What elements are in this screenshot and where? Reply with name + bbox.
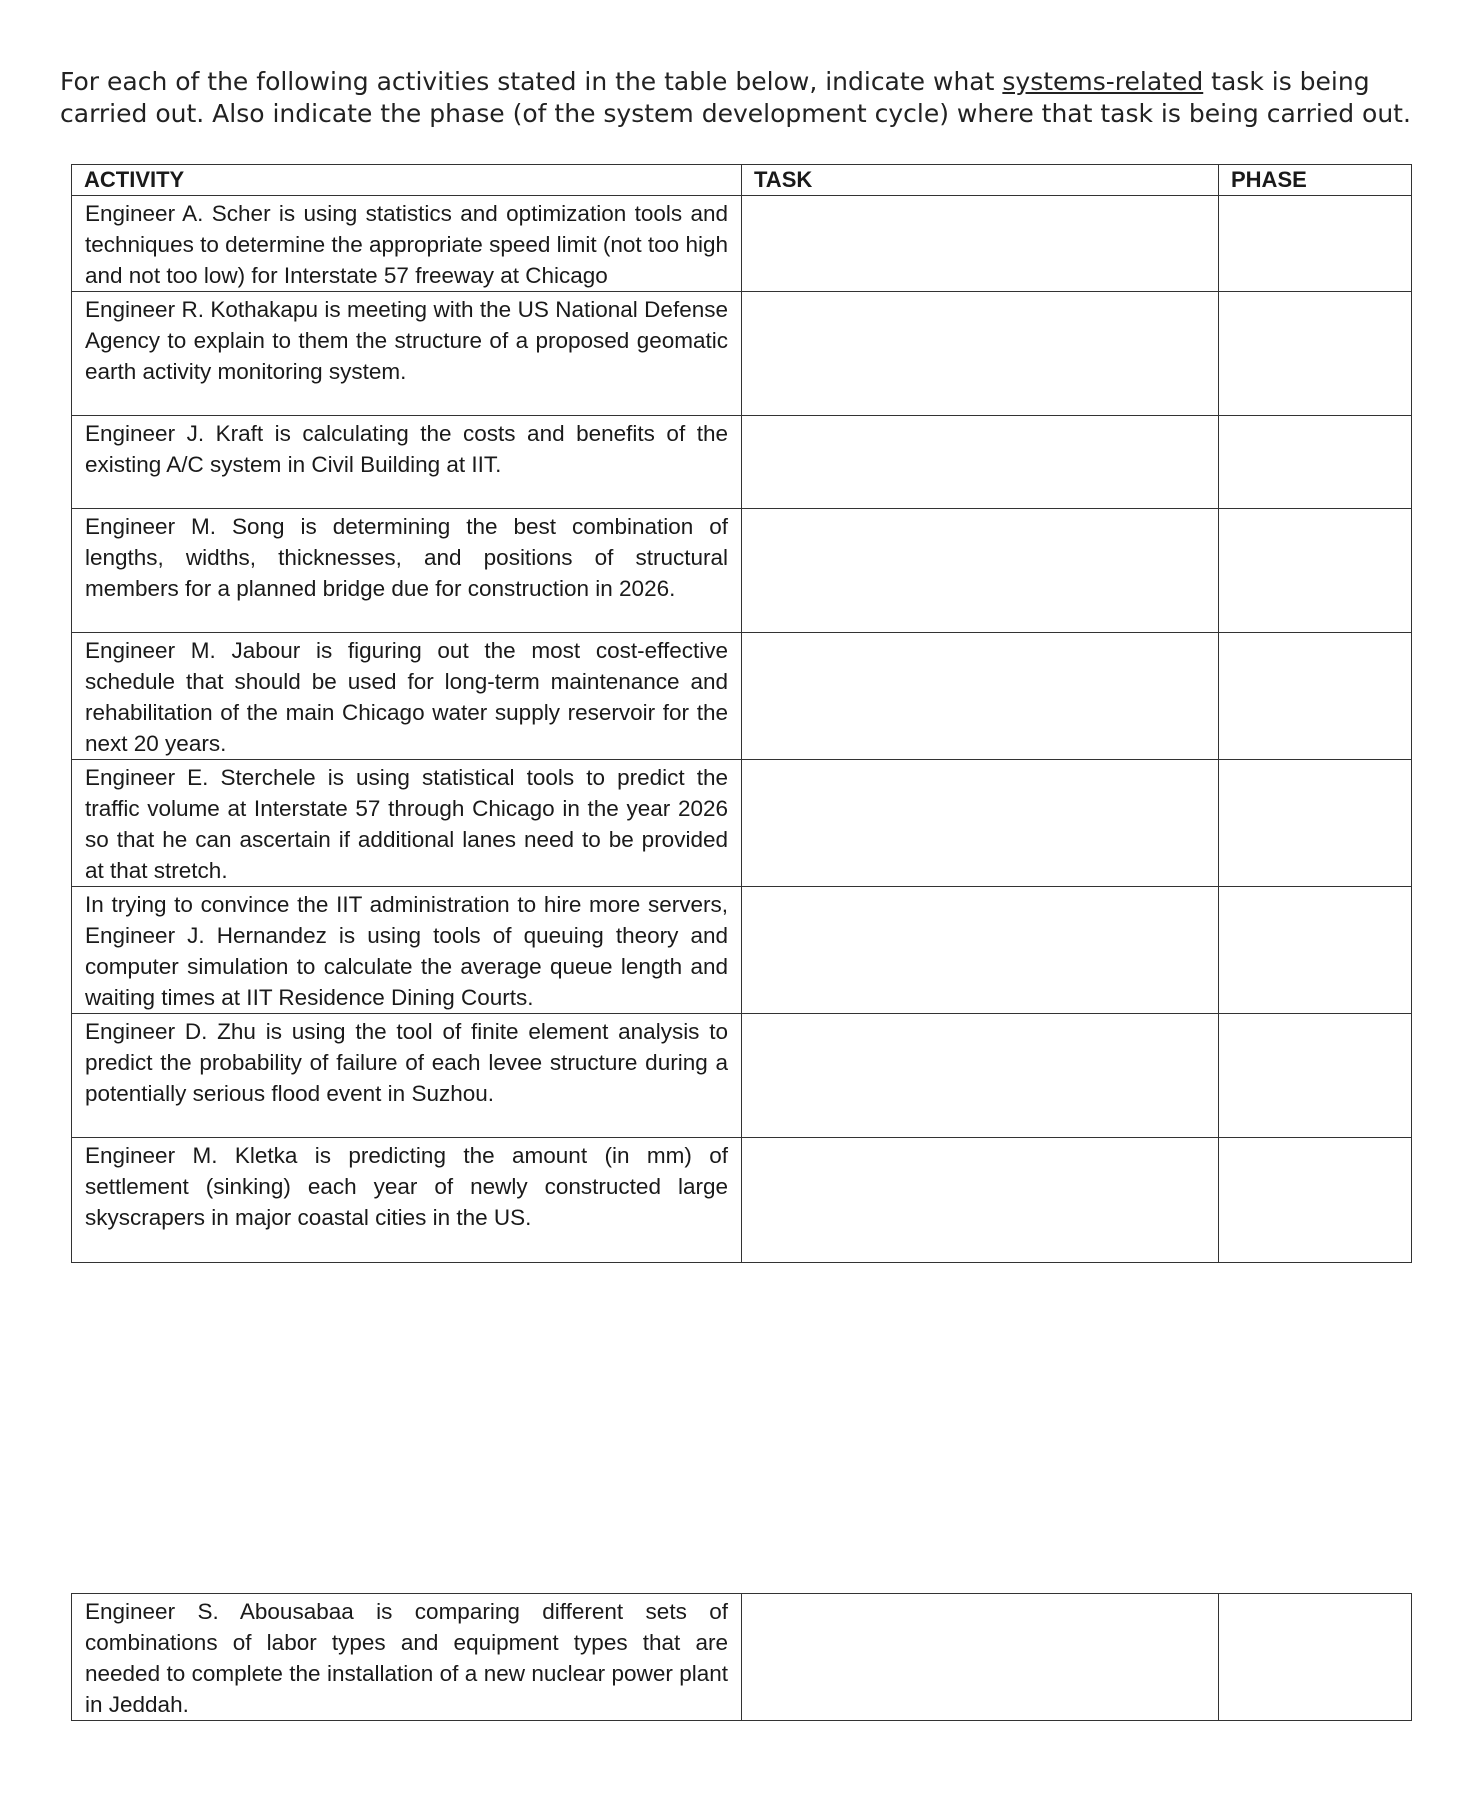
instructions-part2: task is being carried out. Also indicate the phase (of the system development cycle) where that task is being carried out. [60,67,1411,128]
phase-cell[interactable] [1219,1138,1412,1263]
phase-cell[interactable] [1219,292,1412,416]
activity-cell: In trying to convince the IIT administration to hire more servers, Engineer J. Hernandez is using tools of queuing theory and computer simulation to calculate the average queue length and waiting times at IIT Residence Dining Courts. [72,887,742,1014]
table-row [72,1014,1412,1138]
table-header-row [72,165,1412,196]
table-row [72,633,1412,760]
phase-cell[interactable] [1219,416,1412,509]
table-row [72,292,1412,416]
phase-cell[interactable] [1219,633,1412,760]
task-cell[interactable] [742,760,1219,887]
phase-cell[interactable] [1219,760,1412,887]
task-cell[interactable] [742,509,1219,633]
activity-cell: Engineer D. Zhu is using the tool of finite element analysis to predict the probability of failure of each levee structure during a potentially serious flood event in Suzhou. [72,1014,742,1138]
instructions-part1: For each of the following activities stated in the table below, indicate what [60,67,1003,96]
activity-cell: Engineer M. Kletka is predicting the amount (in mm) of settlement (sinking) each year of newly constructed large skyscrapers in major coastal cities in the US. [72,1138,742,1263]
activity-cell: Engineer J. Kraft is calculating the costs and benefits of the existing A/C system in Civil Building at IIT. [72,416,742,509]
instructions-underlined: systems-related [1002,67,1204,96]
phase-cell[interactable] [1219,1014,1412,1138]
activity-cell: Engineer S. Abousabaa is comparing different sets of combinations of labor types and equipment types that are needed to complete the installation of a new nuclear power plant in Jeddah. [72,1594,742,1721]
activity-cell: Engineer M. Song is determining the best combination of lengths, widths, thicknesses, and positions of structural members for a planned bridge due for construction in 2026. [72,509,742,633]
phase-cell[interactable] [1219,887,1412,1014]
task-cell[interactable] [742,292,1219,416]
activity-cell: Engineer A. Scher is using statistics and optimization tools and techniques to determine the appropriate speed limit (not too high and not too low) for Interstate 57 freeway at Chicago [72,196,742,292]
activity-cell: Engineer M. Jabour is figuring out the most cost-effective schedule that should be used for long-term maintenance and rehabilitation of the main Chicago water supply reservoir for the next 20 years. [72,633,742,760]
activity-cell: Engineer E. Sterchele is using statistical tools to predict the traffic volume at Interstate 57 through Chicago in the year 2026 so that he can ascertain if additional lanes need to be provided at that stretch. [72,760,742,887]
phase-cell[interactable] [1219,196,1412,292]
table-row [72,509,1412,633]
phase-cell[interactable] [1219,1594,1412,1721]
task-cell[interactable] [742,1594,1219,1721]
task-cell[interactable] [742,1138,1219,1263]
task-cell[interactable] [742,1014,1219,1138]
table-row [72,1594,1412,1721]
table-row [72,760,1412,887]
header-task: TASK [742,165,1219,196]
task-cell[interactable] [742,887,1219,1014]
task-cell[interactable] [742,196,1219,292]
activity-table [71,164,1412,1263]
header-activity: ACTIVITY [72,165,742,196]
phase-cell[interactable] [1219,509,1412,633]
table-row [72,196,1412,292]
table-row [72,887,1412,1014]
activity-cell: Engineer R. Kothakapu is meeting with the US National Defense Agency to explain to them the structure of a proposed geomatic earth activity monitoring system. [72,292,742,416]
task-cell[interactable] [742,633,1219,760]
table-row [72,1138,1412,1263]
instructions-text [60,66,1430,130]
task-cell[interactable] [742,416,1219,509]
table-row [72,416,1412,509]
activity-table-continued [71,1593,1412,1721]
header-phase: PHASE [1219,165,1412,196]
